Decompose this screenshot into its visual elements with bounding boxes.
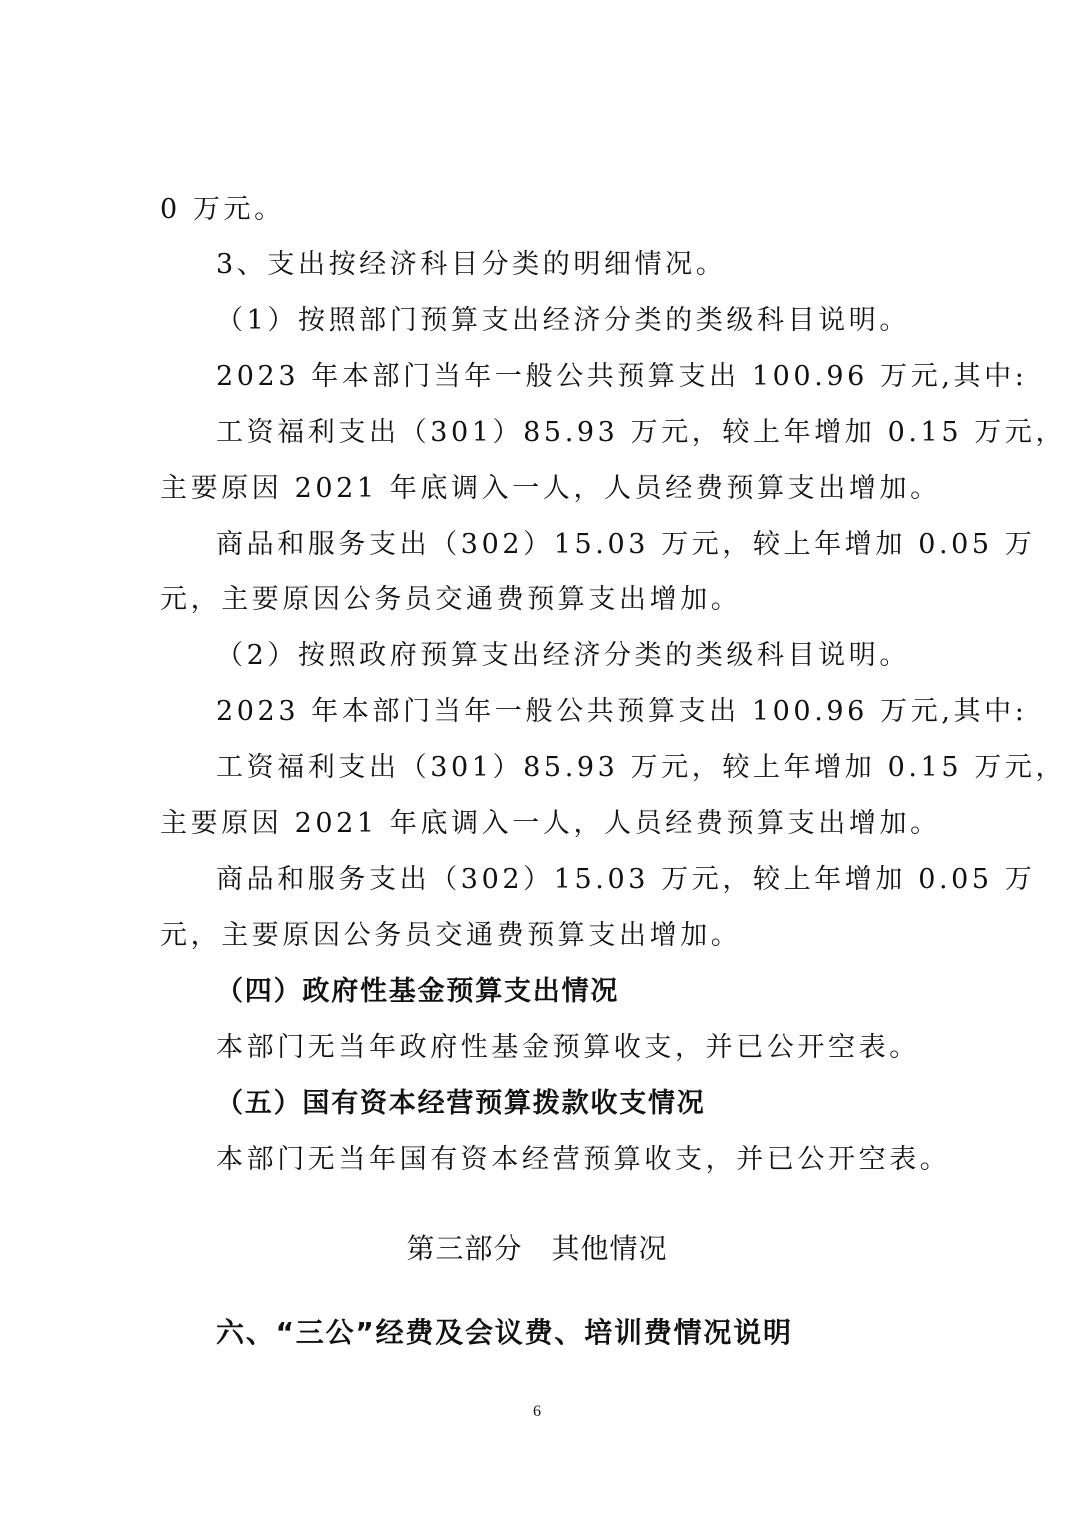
paragraph-line: （1）按照部门预算支出经济分类的类级科目说明。 — [216, 305, 910, 336]
section-heading-six: 六、“三公”经费及会议费、培训费情况说明 — [216, 1316, 793, 1349]
paragraph-line: 商品和服务支出（302）15.03 万元，较上年增加 0.05 万 — [216, 529, 1036, 560]
paragraph-line: 2023 年本部门当年一般公共预算支出 100.96 万元,其中: — [216, 361, 1028, 392]
paragraph-line: 元，主要原因公务员交通费预算支出增加。 — [160, 584, 742, 615]
paragraph-line: 3、支出按经济科目分类的明细情况。 — [216, 249, 727, 280]
section-heading-five: （五）国有资本经营预算拨款收支情况 — [216, 1088, 706, 1119]
paragraph-line: （2）按照政府预算支出经济分类的类级科目说明。 — [216, 640, 910, 671]
paragraph-line: 商品和服务支出（302）15.03 万元，较上年增加 0.05 万 — [216, 864, 1036, 895]
part-title: 第三部分 其他情况 — [406, 1232, 668, 1265]
page-number: 6 — [533, 1403, 541, 1420]
paragraph-line: 工资福利支出（301）85.93 万元，较上年增加 0.15 万元， — [216, 417, 1067, 448]
paragraph-line: 元，主要原因公务员交通费预算支出增加。 — [160, 920, 742, 951]
paragraph-line: 2023 年本部门当年一般公共预算支出 100.96 万元,其中: — [216, 696, 1028, 727]
paragraph-line: 本部门无当年政府性基金预算收支，并已公开空表。 — [216, 1032, 920, 1063]
paragraph-line: 工资福利支出（301）85.93 万元，较上年增加 0.15 万元， — [216, 752, 1067, 783]
paragraph-line: 本部门无当年国有资本经营预算收支，并已公开空表。 — [216, 1144, 951, 1175]
paragraph-line: 主要原因 2021 年底调入一人，人员经费预算支出增加。 — [160, 808, 941, 839]
paragraph-line: 0 万元。 — [160, 194, 285, 225]
section-heading-four: （四）政府性基金预算支出情况 — [216, 976, 620, 1007]
paragraph-line: 主要原因 2021 年底调入一人，人员经费预算支出增加。 — [160, 473, 941, 504]
